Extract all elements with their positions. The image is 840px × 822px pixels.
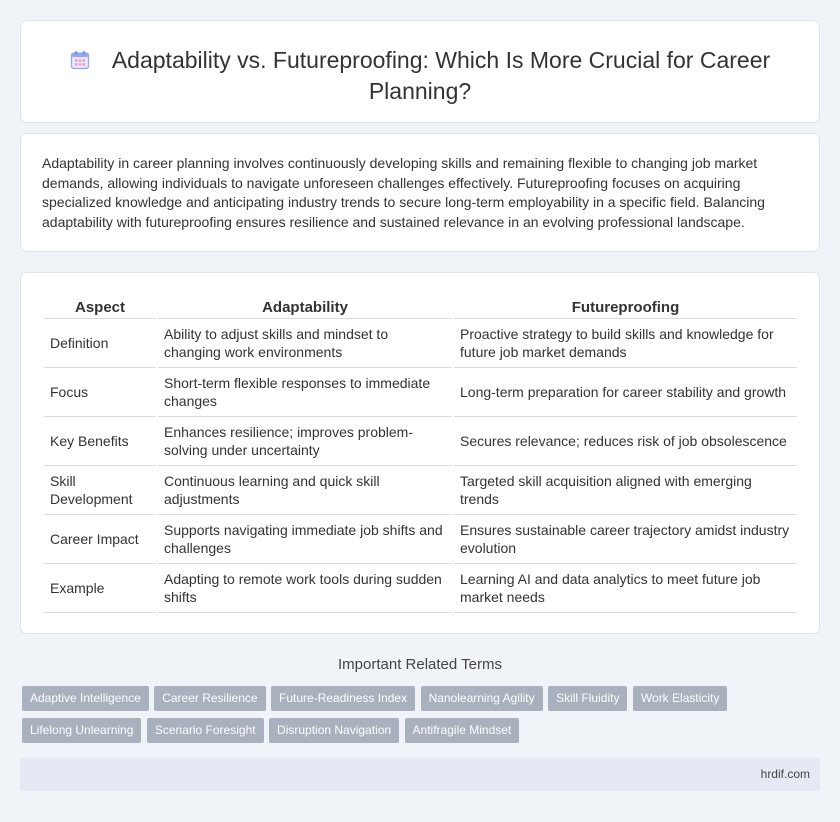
row-futureproofing: Long-term preparation for career stability and growth bbox=[454, 368, 797, 417]
row-aspect: Key Benefits bbox=[44, 417, 156, 466]
table-header-row bbox=[44, 295, 797, 319]
term-tag[interactable]: Antifragile Mindset bbox=[405, 718, 520, 743]
row-aspect: Focus bbox=[44, 368, 156, 417]
term-tag[interactable]: Lifelong Unlearning bbox=[22, 718, 141, 743]
header-aspect: Aspect bbox=[44, 295, 156, 319]
table-row bbox=[44, 564, 797, 613]
footer-site-link[interactable]: hrdif.com bbox=[760, 767, 810, 781]
page-title-row bbox=[21, 45, 819, 107]
row-futureproofing: Learning AI and data analytics to meet future job market needs bbox=[454, 564, 797, 613]
term-tag[interactable]: Skill Fluidity bbox=[548, 686, 627, 711]
term-tag[interactable]: Career Resilience bbox=[154, 686, 265, 711]
term-tag[interactable]: Nanolearning Agility bbox=[421, 686, 543, 711]
term-tag[interactable]: Work Elasticity bbox=[633, 686, 727, 711]
calendar-icon bbox=[70, 50, 90, 70]
row-futureproofing: Proactive strategy to build skills and knowledge for future job market demands bbox=[454, 319, 797, 368]
header-futureproofing: Futureproofing bbox=[454, 295, 797, 319]
comparison-table bbox=[42, 295, 799, 613]
intro-paragraph: Adaptability in career planning involves continuously developing skills and remaining flexible to changing job market demands, allowing individuals to navigate unforeseen challenges effectively. Futureproofing focuses on acquiring specialized knowledge and anticipating industry trends to secure long-term employability in a specific field. Balancing adaptability with futureproofing ensures resilience and sustained relevance in an evolving professional landscape. bbox=[42, 155, 765, 230]
row-adaptability: Enhances resilience; improves problem-solving under uncertainty bbox=[158, 417, 452, 466]
row-futureproofing: Secures relevance; reduces risk of job obsolescence bbox=[454, 417, 797, 466]
row-adaptability: Short-term flexible responses to immediate changes bbox=[158, 368, 452, 417]
row-aspect: Example bbox=[44, 564, 156, 613]
footer bbox=[20, 758, 820, 791]
related-terms-list bbox=[22, 686, 802, 750]
row-aspect: Skill Development bbox=[44, 466, 156, 515]
term-tag[interactable]: Future-Readiness Index bbox=[271, 686, 415, 711]
table-row bbox=[44, 319, 797, 368]
intro-card bbox=[20, 133, 820, 252]
table-row bbox=[44, 417, 797, 466]
page-title: Adaptability vs. Futureproofing: Which Is More Crucial for Career Planning? bbox=[111, 47, 771, 104]
term-tag[interactable]: Adaptive Intelligence bbox=[22, 686, 149, 711]
comparison-card bbox=[20, 272, 820, 634]
table-row bbox=[44, 368, 797, 417]
row-adaptability: Ability to adjust skills and mindset to changing work environments bbox=[158, 319, 452, 368]
term-tag[interactable]: Disruption Navigation bbox=[269, 718, 399, 743]
term-tag[interactable]: Scenario Foresight bbox=[147, 718, 264, 743]
row-aspect: Career Impact bbox=[44, 515, 156, 564]
table-row bbox=[44, 466, 797, 515]
row-adaptability: Continuous learning and quick skill adjustments bbox=[158, 466, 452, 515]
row-adaptability: Supports navigating immediate job shifts and challenges bbox=[158, 515, 452, 564]
title-card bbox=[20, 20, 820, 123]
row-futureproofing: Targeted skill acquisition aligned with emerging trends bbox=[454, 466, 797, 515]
row-aspect: Definition bbox=[44, 319, 156, 368]
related-terms-heading: Important Related Terms bbox=[338, 656, 502, 673]
row-futureproofing: Ensures sustainable career trajectory amidst industry evolution bbox=[454, 515, 797, 564]
header-adaptability: Adaptability bbox=[158, 295, 452, 319]
table-row bbox=[44, 515, 797, 564]
row-adaptability: Adapting to remote work tools during sudden shifts bbox=[158, 564, 452, 613]
